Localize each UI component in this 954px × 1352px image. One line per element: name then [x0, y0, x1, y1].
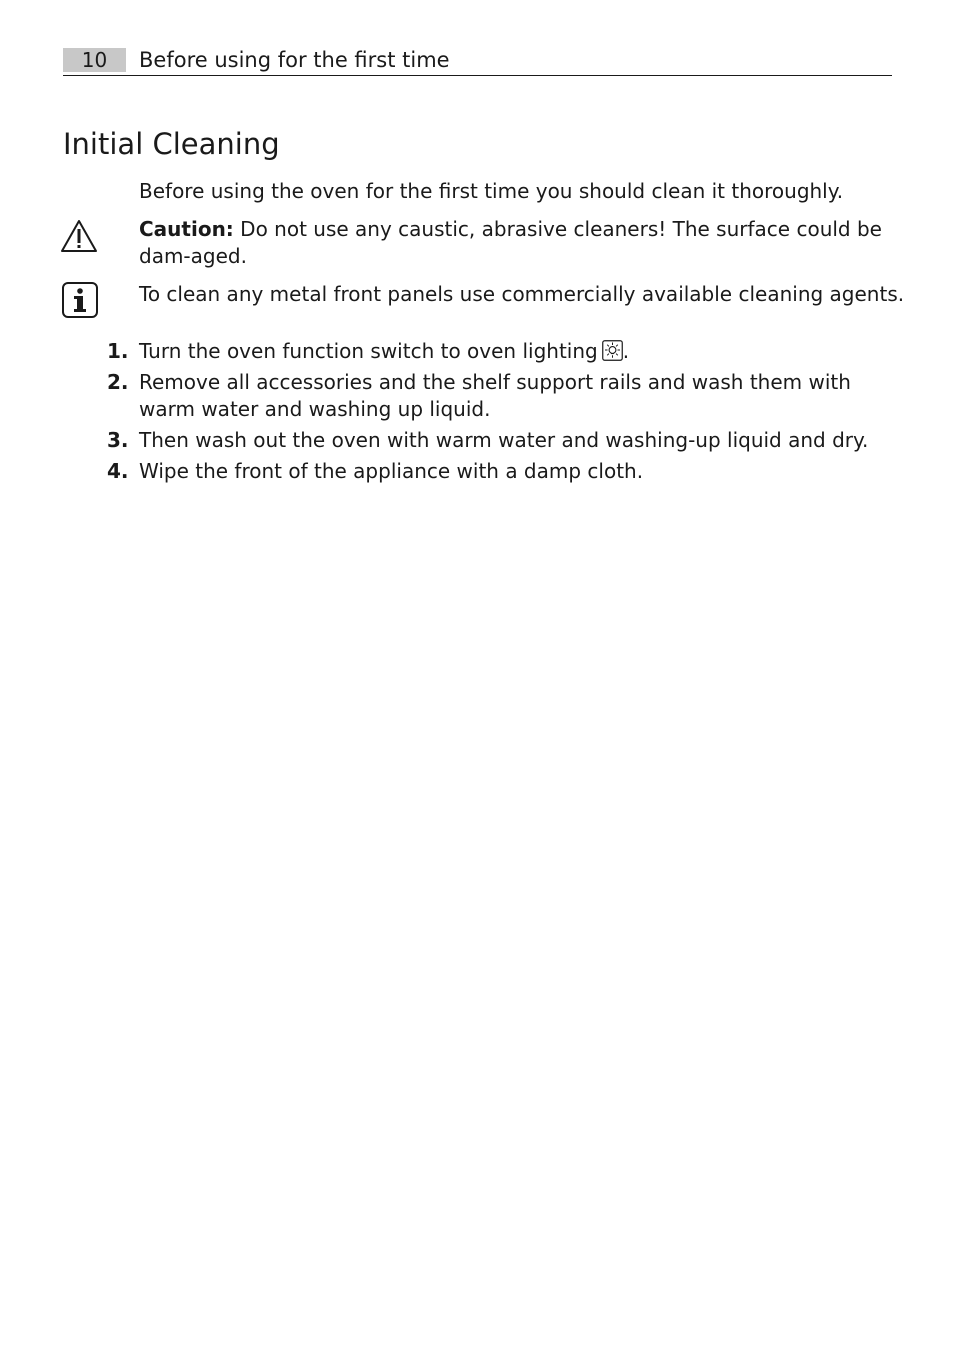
caution-label: Caution:	[139, 217, 234, 241]
list-item	[0, 427, 889, 454]
step-number: 3.	[107, 428, 129, 452]
step-suffix: .	[622, 339, 630, 363]
list-item	[0, 369, 889, 423]
page-title: Initial Cleaning	[63, 127, 280, 161]
section-title: Before using for the first time	[139, 48, 450, 72]
step-number: 4.	[107, 459, 129, 483]
step-text: Wipe the front of the appliance with a damp cloth.	[139, 459, 644, 483]
info-icon	[62, 282, 98, 318]
step-text: Turn the oven function switch to oven lighting	[139, 339, 598, 363]
step-number: 1.	[107, 339, 129, 363]
step-text: Then wash out the oven with warm water and washing-up liquid and dry.	[139, 428, 869, 452]
page-header	[63, 46, 892, 76]
caution-note	[139, 216, 889, 270]
step-text: Remove all accessories and the shelf support rails and wash them with warm water and washing up liquid.	[139, 370, 851, 421]
oven-lamp-icon	[602, 340, 623, 361]
intro-paragraph: Before using the oven for the first time you should clean it thoroughly.	[139, 179, 844, 203]
list-item	[0, 338, 889, 365]
page-number: 10	[63, 48, 126, 72]
caution-text: Do not use any caustic, abrasive cleaners! The surface could be dam-aged.	[139, 217, 882, 268]
warning-icon	[60, 219, 98, 253]
cleaning-steps	[0, 338, 954, 489]
list-item	[0, 458, 889, 485]
step-number: 2.	[107, 370, 129, 394]
info-note: To clean any metal front panels use commercially available cleaning agents.	[139, 282, 905, 306]
